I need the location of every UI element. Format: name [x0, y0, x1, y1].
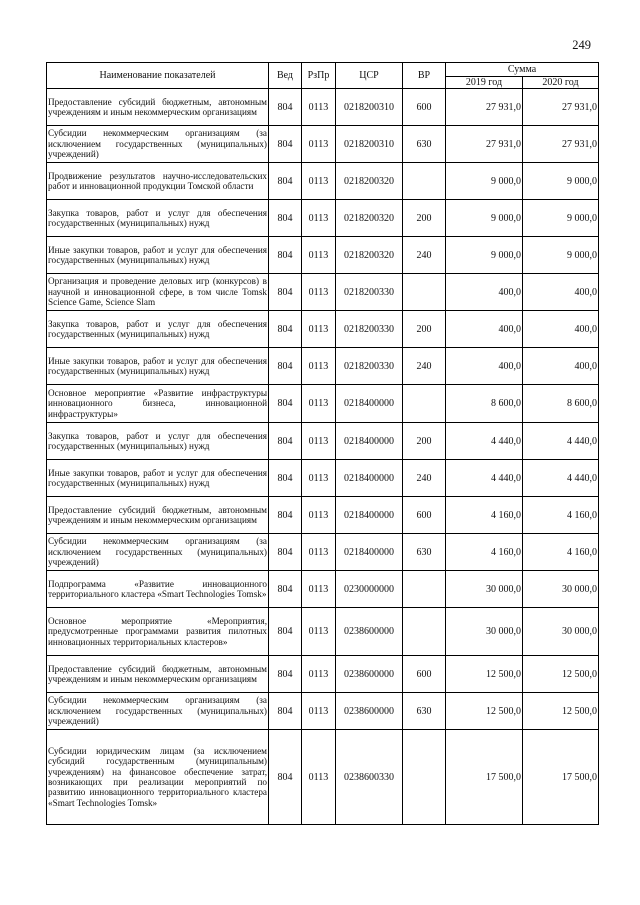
cell-vr: 600	[403, 656, 446, 693]
cell-vr	[403, 274, 446, 311]
table-row	[47, 693, 599, 730]
cell-2020: 12 500,0	[523, 693, 599, 730]
cell-2020: 4 160,0	[523, 497, 599, 534]
cell-2019: 27 931,0	[446, 126, 523, 163]
table-row	[47, 534, 599, 571]
cell-csr: 0218200330	[336, 348, 403, 385]
cell-2019: 30 000,0	[446, 571, 523, 608]
cell-ved: 804	[269, 385, 302, 423]
cell-rzpr: 0113	[302, 89, 336, 126]
table-row	[47, 608, 599, 656]
cell-csr: 0218400000	[336, 497, 403, 534]
cell-vr	[403, 385, 446, 423]
cell-vr: 240	[403, 237, 446, 274]
page-number: 249	[572, 38, 591, 52]
cell-rzpr: 0113	[302, 385, 336, 423]
cell-ved: 804	[269, 311, 302, 348]
cell-2020: 12 500,0	[523, 656, 599, 693]
cell-vr: 200	[403, 200, 446, 237]
cell-csr: 0238600000	[336, 656, 403, 693]
cell-2020: 4 440,0	[523, 460, 599, 497]
cell-name: Предоставление субсидий бюджетным, автономным учреждениям и иным некоммерческим организациям	[47, 497, 269, 534]
cell-csr: 0218400000	[336, 534, 403, 571]
cell-csr: 0230000000	[336, 571, 403, 608]
cell-name: Субсидии некоммерческим организациям (за исключением государственных (муниципальных) учреждений)	[47, 693, 269, 730]
table-row	[47, 385, 599, 423]
cell-vr	[403, 730, 446, 825]
cell-ved: 804	[269, 126, 302, 163]
table-row	[47, 311, 599, 348]
cell-rzpr: 0113	[302, 237, 336, 274]
cell-2019: 9 000,0	[446, 237, 523, 274]
cell-vr: 630	[403, 693, 446, 730]
table-header	[47, 63, 599, 89]
cell-ved: 804	[269, 423, 302, 460]
cell-vr	[403, 571, 446, 608]
table-row	[47, 126, 599, 163]
table-row	[47, 497, 599, 534]
cell-ved: 804	[269, 730, 302, 825]
cell-csr: 0218200330	[336, 274, 403, 311]
cell-name: Закупка товаров, работ и услуг для обеспечения государственных (муниципальных) нужд	[47, 200, 269, 237]
cell-2020: 27 931,0	[523, 89, 599, 126]
cell-name: Основное мероприятие «Развитие инфраструктуры инновационного бизнеса, инновационной инфраструктуры»	[47, 385, 269, 423]
cell-name: Подпрограмма «Развитие инновационного территориального кластера «Smart Technologies Tomsk»	[47, 571, 269, 608]
cell-ved: 804	[269, 200, 302, 237]
cell-2019: 30 000,0	[446, 608, 523, 656]
cell-vr: 630	[403, 126, 446, 163]
cell-vr: 200	[403, 423, 446, 460]
cell-csr: 0218200320	[336, 237, 403, 274]
cell-2019: 9 000,0	[446, 200, 523, 237]
header-sum: Сумма	[446, 63, 599, 77]
cell-vr: 240	[403, 348, 446, 385]
header-2020: 2020 год	[523, 77, 599, 89]
cell-2019: 8 600,0	[446, 385, 523, 423]
cell-2019: 4 160,0	[446, 497, 523, 534]
cell-rzpr: 0113	[302, 423, 336, 460]
cell-name: Иные закупки товаров, работ и услуг для обеспечения государственных (муниципальных) нужд	[47, 348, 269, 385]
cell-ved: 804	[269, 608, 302, 656]
cell-rzpr: 0113	[302, 311, 336, 348]
cell-rzpr: 0113	[302, 274, 336, 311]
cell-2020: 400,0	[523, 311, 599, 348]
cell-2019: 12 500,0	[446, 656, 523, 693]
cell-vr: 630	[403, 534, 446, 571]
cell-vr: 600	[403, 89, 446, 126]
cell-2019: 400,0	[446, 311, 523, 348]
cell-ved: 804	[269, 237, 302, 274]
cell-name: Предоставление субсидий бюджетным, автономным учреждениям и иным некоммерческим организациям	[47, 89, 269, 126]
table-row	[47, 237, 599, 274]
cell-csr: 0218200310	[336, 89, 403, 126]
table-row	[47, 656, 599, 693]
cell-2020: 4 160,0	[523, 534, 599, 571]
cell-2020: 9 000,0	[523, 237, 599, 274]
cell-rzpr: 0113	[302, 163, 336, 200]
cell-vr: 600	[403, 497, 446, 534]
cell-name: Продвижение результатов научно-исследовательских работ и инновационной продукции Томской области	[47, 163, 269, 200]
header-rzpr: РзПр	[302, 63, 336, 89]
cell-name: Иные закупки товаров, работ и услуг для обеспечения государственных (муниципальных) нужд	[47, 460, 269, 497]
cell-2020: 9 000,0	[523, 200, 599, 237]
cell-csr: 0238600000	[336, 693, 403, 730]
cell-name: Основное мероприятие «Мероприятия, предусмотренные программами развития пилотных инновационных территориальных кластеров»	[47, 608, 269, 656]
cell-2019: 4 440,0	[446, 460, 523, 497]
table-row	[47, 571, 599, 608]
header-vr: ВР	[403, 63, 446, 89]
cell-ved: 804	[269, 460, 302, 497]
cell-2020: 27 931,0	[523, 126, 599, 163]
cell-2020: 30 000,0	[523, 571, 599, 608]
cell-2020: 30 000,0	[523, 608, 599, 656]
cell-2019: 400,0	[446, 348, 523, 385]
header-name: Наименование показателей	[47, 63, 269, 89]
cell-rzpr: 0113	[302, 534, 336, 571]
cell-rzpr: 0113	[302, 126, 336, 163]
cell-2019: 27 931,0	[446, 89, 523, 126]
cell-csr: 0218200310	[336, 126, 403, 163]
cell-2019: 400,0	[446, 274, 523, 311]
cell-name: Организация и проведение деловых игр (конкурсов) в научной и инновационной сфере, в том числе Tomsk Science Game, Science Slam	[47, 274, 269, 311]
cell-name: Субсидии некоммерческим организациям (за исключением государственных (муниципальных) учреждений)	[47, 126, 269, 163]
cell-ved: 804	[269, 274, 302, 311]
cell-ved: 804	[269, 534, 302, 571]
cell-csr: 0218400000	[336, 423, 403, 460]
header-csr: ЦСР	[336, 63, 403, 89]
cell-name: Субсидии некоммерческим организациям (за исключением государственных (муниципальных) учреждений)	[47, 534, 269, 571]
cell-name: Субсидии юридическим лицам (за исключением субсидий государственным (муниципальным) учреждениям) на финансовое обеспечение затрат, возникающих при реализации мероприятий по развитию инновационного территориального кластера «Smart Technologies Tomsk»	[47, 730, 269, 825]
cell-ved: 804	[269, 656, 302, 693]
cell-rzpr: 0113	[302, 608, 336, 656]
budget-table	[46, 62, 599, 825]
cell-ved: 804	[269, 571, 302, 608]
header-ved: Вед	[269, 63, 302, 89]
cell-2020: 17 500,0	[523, 730, 599, 825]
cell-2019: 4 160,0	[446, 534, 523, 571]
table-body	[47, 89, 599, 825]
cell-2019: 12 500,0	[446, 693, 523, 730]
table-row	[47, 348, 599, 385]
cell-2019: 4 440,0	[446, 423, 523, 460]
cell-vr	[403, 608, 446, 656]
cell-rzpr: 0113	[302, 348, 336, 385]
cell-ved: 804	[269, 163, 302, 200]
table-row	[47, 89, 599, 126]
cell-rzpr: 0113	[302, 200, 336, 237]
table-row	[47, 163, 599, 200]
cell-ved: 804	[269, 89, 302, 126]
cell-vr: 200	[403, 311, 446, 348]
cell-2020: 9 000,0	[523, 163, 599, 200]
cell-csr: 0218200320	[336, 200, 403, 237]
table-row	[47, 730, 599, 825]
cell-ved: 804	[269, 497, 302, 534]
cell-csr: 0218200330	[336, 311, 403, 348]
cell-2019: 17 500,0	[446, 730, 523, 825]
cell-rzpr: 0113	[302, 460, 336, 497]
table-row	[47, 423, 599, 460]
cell-2019: 9 000,0	[446, 163, 523, 200]
table-row	[47, 200, 599, 237]
cell-name: Предоставление субсидий бюджетным, автономным учреждениям и иным некоммерческим организациям	[47, 656, 269, 693]
cell-2020: 8 600,0	[523, 385, 599, 423]
cell-csr: 0238600330	[336, 730, 403, 825]
cell-vr: 240	[403, 460, 446, 497]
cell-csr: 0218400000	[336, 385, 403, 423]
cell-ved: 804	[269, 348, 302, 385]
cell-rzpr: 0113	[302, 497, 336, 534]
cell-2020: 400,0	[523, 348, 599, 385]
cell-2020: 400,0	[523, 274, 599, 311]
cell-csr: 0238600000	[336, 608, 403, 656]
table-row	[47, 274, 599, 311]
header-2019: 2019 год	[446, 77, 523, 89]
cell-vr	[403, 163, 446, 200]
cell-name: Закупка товаров, работ и услуг для обеспечения государственных (муниципальных) нужд	[47, 423, 269, 460]
cell-csr: 0218200320	[336, 163, 403, 200]
cell-rzpr: 0113	[302, 656, 336, 693]
cell-rzpr: 0113	[302, 730, 336, 825]
cell-rzpr: 0113	[302, 571, 336, 608]
cell-rzpr: 0113	[302, 693, 336, 730]
cell-ved: 804	[269, 693, 302, 730]
cell-csr: 0218400000	[336, 460, 403, 497]
table-row	[47, 460, 599, 497]
cell-2020: 4 440,0	[523, 423, 599, 460]
cell-name: Иные закупки товаров, работ и услуг для обеспечения государственных (муниципальных) нужд	[47, 237, 269, 274]
cell-name: Закупка товаров, работ и услуг для обеспечения государственных (муниципальных) нужд	[47, 311, 269, 348]
